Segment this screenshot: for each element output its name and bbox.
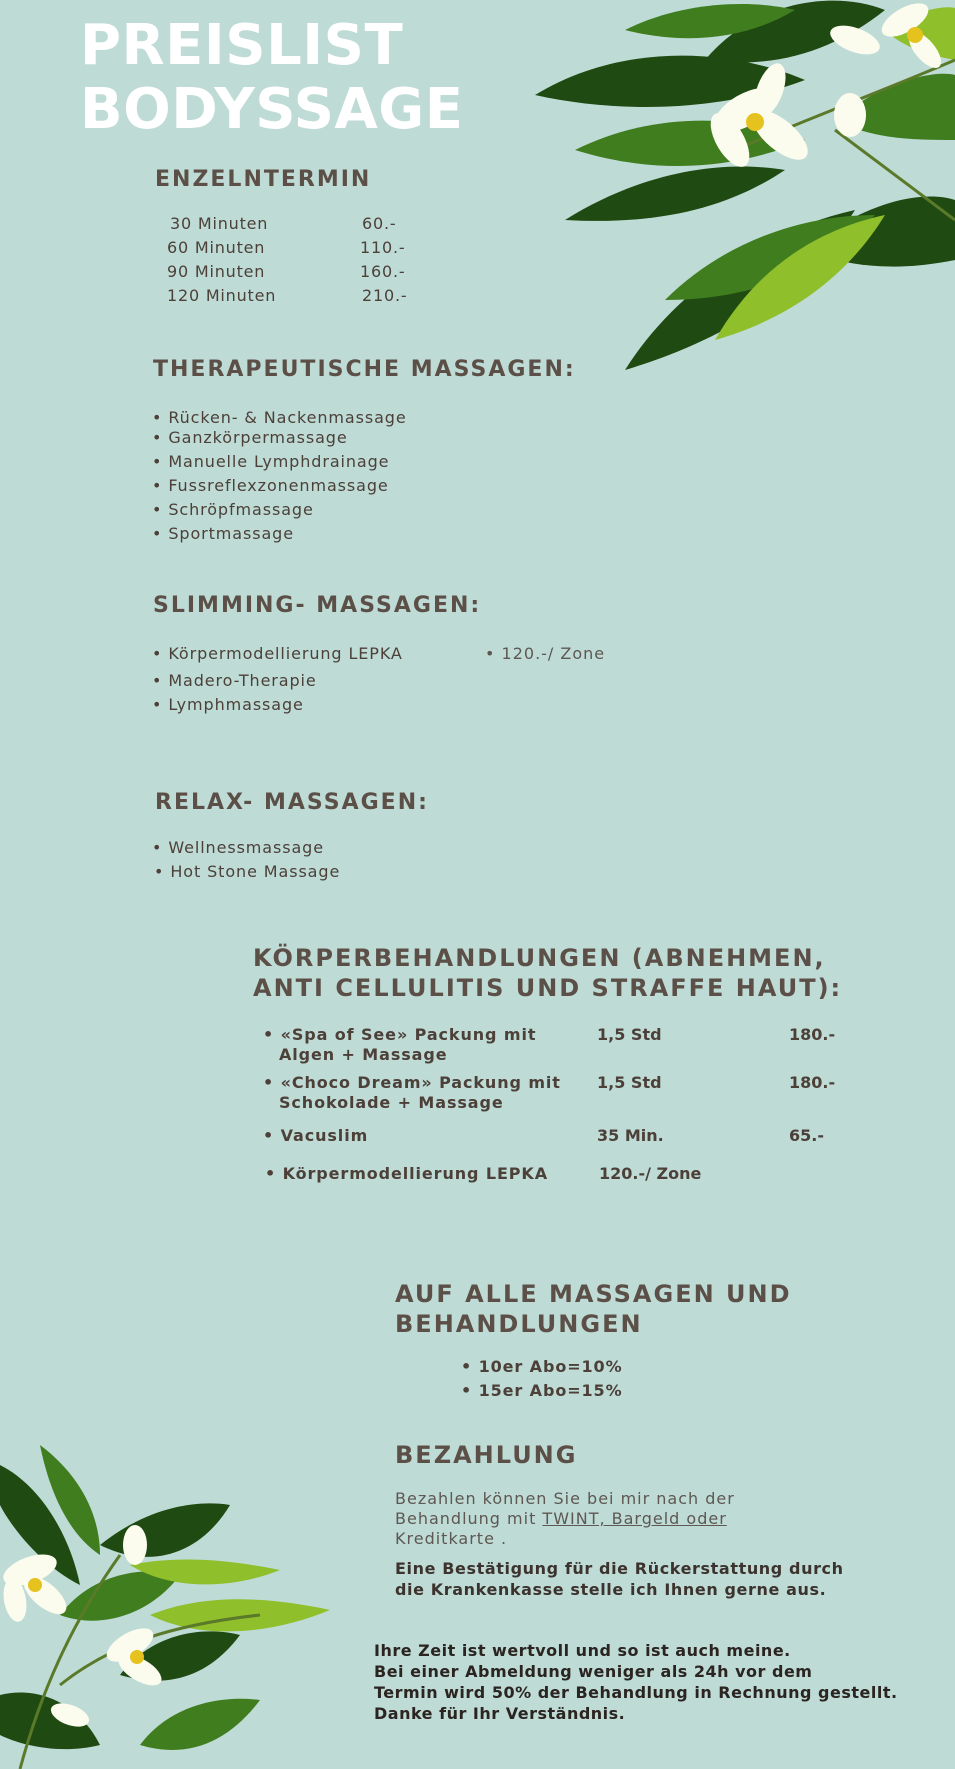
list-item: • Körpermodellierung LEPKA [152,644,403,663]
slimming-price: • 120.-/ Zone [485,644,605,663]
koerperbehandlungen-heading [253,943,842,1003]
leaves-top-right-image [505,0,955,380]
koerper-heading-line-1: KÖRPERBEHANDLUNGEN (ABNEHMEN, [253,944,826,972]
koerper-duration: 1,5 Std [597,1073,662,1092]
abo-item: • 15er Abo=15% [461,1381,623,1400]
abo-item: • 10er Abo=10% [461,1357,623,1376]
list-item: • Lymphmassage [152,695,304,714]
title-line-1: PREISLIST [80,13,404,78]
abo-heading [395,1279,792,1339]
koerper-price: 180.- [789,1073,836,1092]
page-title [80,14,463,142]
relax-heading: RELAX- MASSAGEN: [155,790,429,815]
list-item: • Hot Stone Massage [154,862,340,881]
koerper-item-name: • «Choco Dream» Packung mit [263,1073,561,1093]
einzel-duration: 120 Minuten [167,286,277,305]
abo-heading-line-1: AUF ALLE MASSAGEN UND [395,1280,792,1308]
einzel-price: 210.- [362,286,408,305]
bezahlung-text-line-2 [395,1509,735,1529]
policy-line: Bei einer Abmeldung weniger als 24h vor dem [374,1662,813,1681]
list-item: • Madero-Therapie [152,671,317,690]
koerper-duration: 120.-/ Zone [599,1164,702,1183]
cancellation-policy [374,1640,898,1724]
koerper-item-name-2: Schokolade + Massage [279,1093,504,1112]
leaves-bottom-left-image [0,1445,330,1769]
krankenkasse-note-line-2: die Krankenkasse stelle ich Ihnen gerne aus. [395,1580,827,1599]
einzel-duration: 30 Minuten [170,214,269,233]
koerper-price: 65.- [789,1126,824,1145]
list-item: • Ganzkörpermassage [152,428,348,447]
koerper-item-name: • «Spa of See» Packung mit [263,1025,536,1045]
koerper-item-name: • Vacuslim [263,1126,368,1145]
krankenkasse-note-line-1: Eine Bestätigung für die Rückerstattung durch [395,1559,844,1578]
policy-line: Ihre Zeit ist wertvoll und so ist auch meine. [374,1641,791,1660]
koerper-duration: 35 Min. [597,1126,664,1145]
list-item: • Manuelle Lymphdrainage [152,452,389,471]
payment-methods-link[interactable]: TWINT, Bargeld oder [542,1509,727,1528]
koerper-duration: 1,5 Std [597,1025,662,1044]
list-item: • Schröpfmassage [152,500,314,519]
list-item: • Sportmassage [152,524,294,543]
title-line-2: BODYSSAGE [80,77,464,142]
einzeltermin-heading: ENZELNTERMIN [155,167,372,192]
bezahlung-text-line-3: Kreditkarte . [395,1529,508,1548]
list-item: • Fussreflexzonenmassage [152,476,389,495]
policy-line: Termin wird 50% der Behandlung in Rechnung gestellt. [374,1683,898,1702]
koerper-heading-line-2: ANTI CELLULITIS UND STRAFFE HAUT): [253,974,843,1002]
bezahlung-text-prefix: Behandlung mit [395,1509,543,1528]
einzel-price: 160.- [360,262,406,281]
krankenkasse-note [395,1558,844,1600]
koerper-item-name: • Körpermodellierung LEPKA [265,1164,548,1183]
bezahlung-heading: BEZAHLUNG [395,1441,578,1469]
abo-heading-line-2: BEHANDLUNGEN [395,1310,643,1338]
slimming-heading: SLIMMING- MASSAGEN: [153,593,482,618]
einzel-price: 60.- [362,214,397,233]
koerper-item-name-2: Algen + Massage [279,1045,448,1064]
list-item: • Rücken- & Nackenmassage [152,408,407,427]
bezahlung-text-line-1: Bezahlen können Sie bei mir nach der [395,1489,735,1508]
koerper-price: 180.- [789,1025,836,1044]
einzel-price: 110.- [360,238,406,257]
einzel-duration: 60 Minuten [167,238,266,257]
einzel-duration: 90 Minuten [167,262,266,281]
bezahlung-text [395,1489,735,1549]
list-item: • Wellnessmassage [152,838,324,857]
policy-line: Danke für Ihr Verständnis. [374,1704,626,1723]
therapeutische-heading: THERAPEUTISCHE MASSAGEN: [153,357,576,382]
